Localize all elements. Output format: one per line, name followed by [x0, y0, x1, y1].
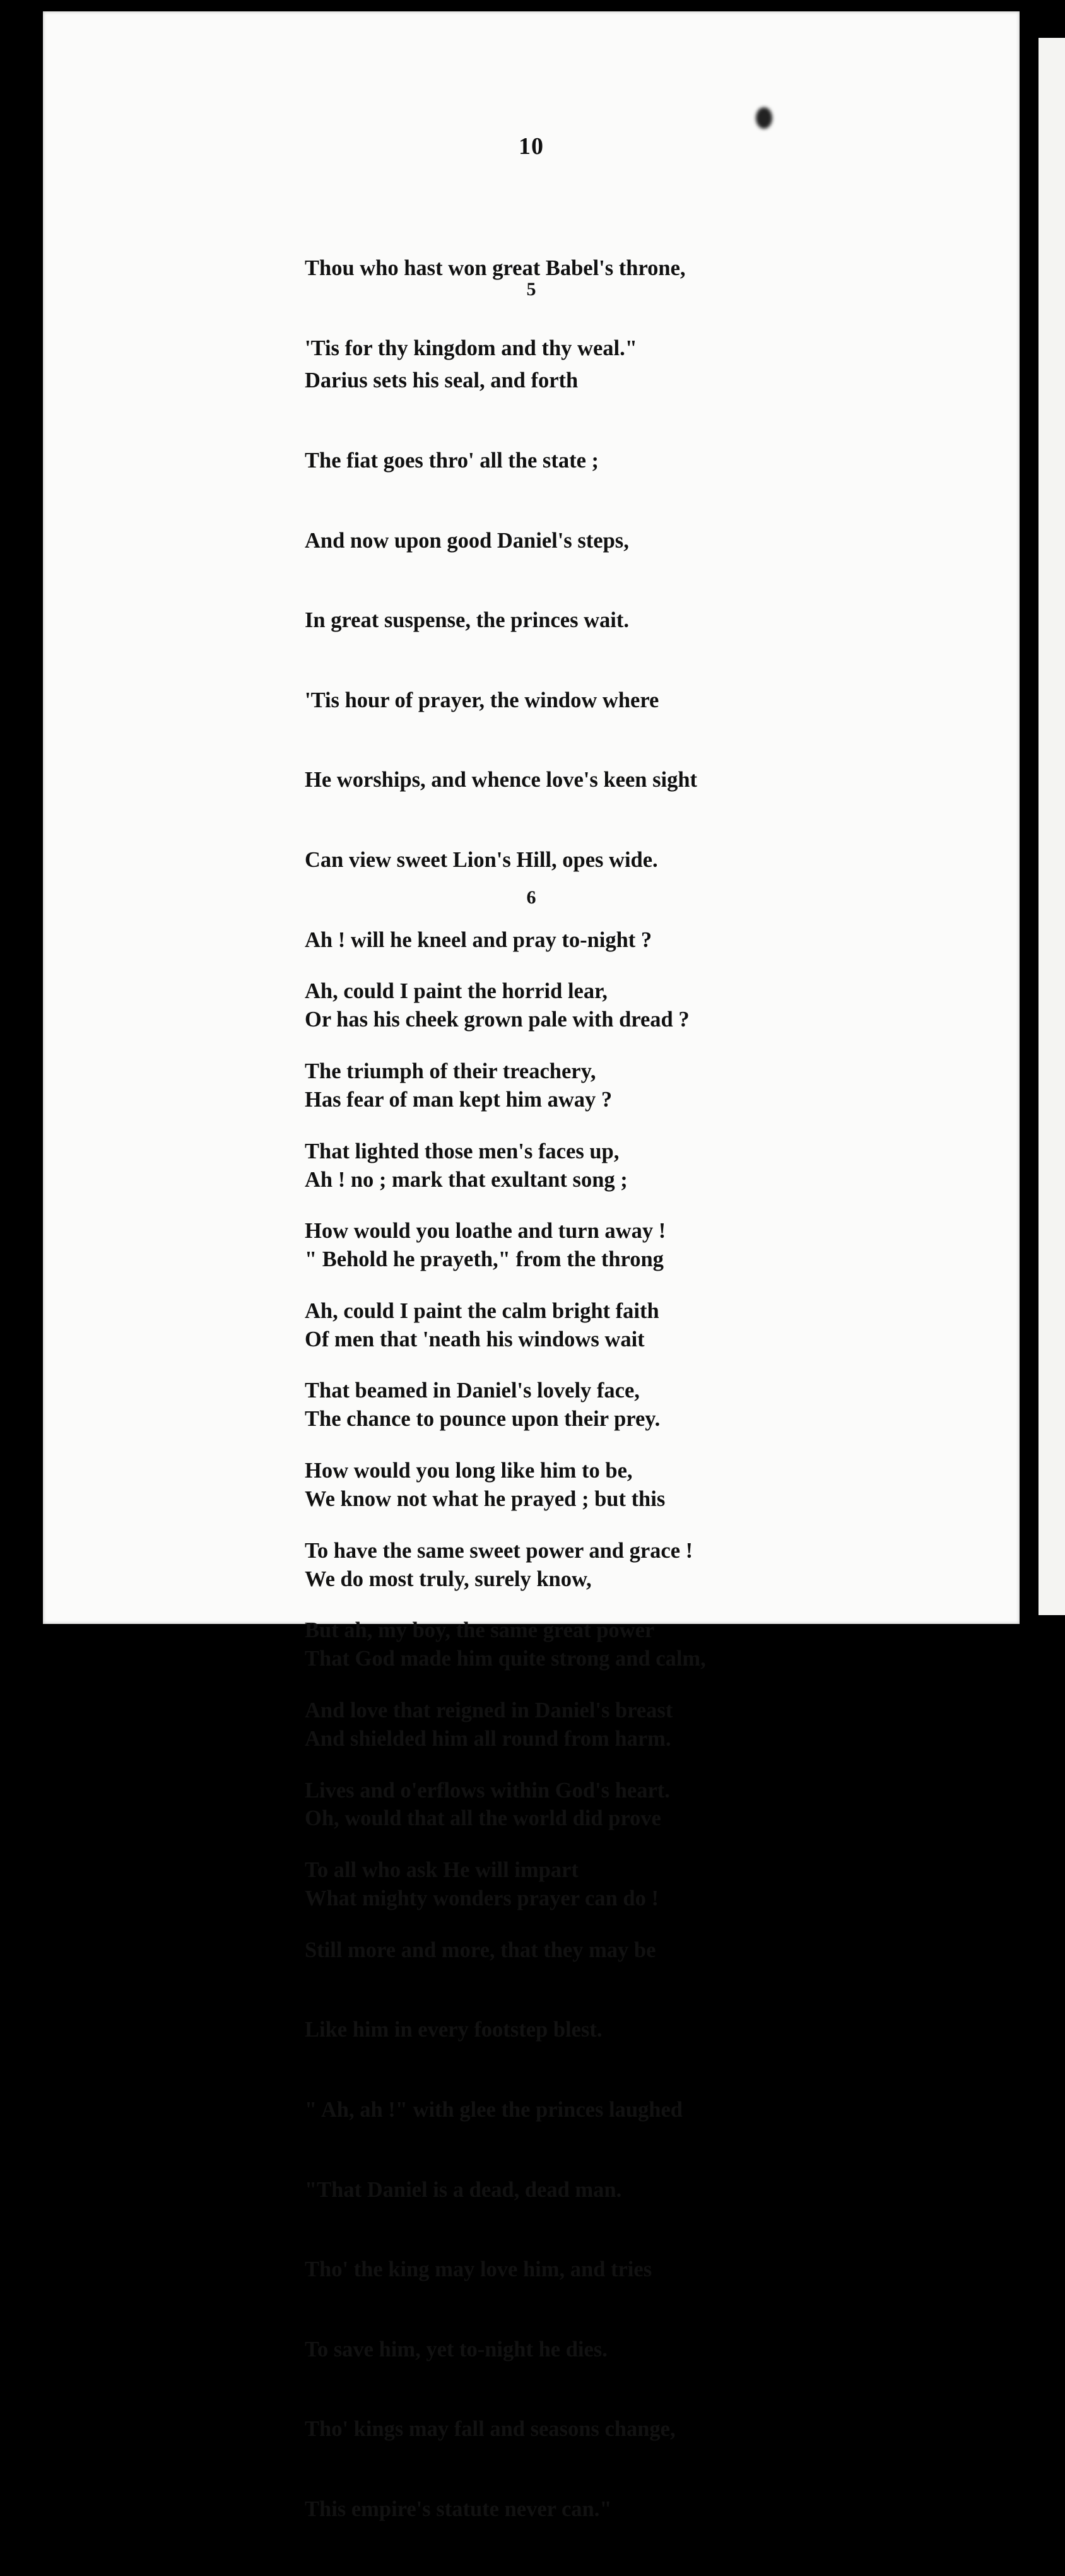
poem-line: That lighted those men's faces up, — [305, 1139, 620, 1163]
poem-line: Ah, could I paint the horrid lear, — [305, 979, 608, 1004]
book-page — [43, 11, 1020, 2521]
poem-line: To all who ask He will impart — [305, 1858, 579, 1883]
poem-line: Or has his cheek grown pale with dread ? — [305, 1008, 690, 1032]
poem-line: This empire's statute never can." — [305, 2497, 612, 2521]
poem-line: "That Daniel is a dead, dead man. — [305, 2177, 622, 2202]
poem-line: How would you long like him to be, — [305, 1459, 633, 1483]
poem-line: Of men that 'neath his windows wait — [305, 1327, 645, 1351]
poem-line: Ah, could I paint the calm bright faith — [305, 1298, 659, 1323]
poem-line: Can view sweet Lion's Hill, opes wide. — [305, 848, 658, 873]
poem-line: Tho' the king may love him, and tries — [305, 2257, 652, 2282]
poem-line: Has fear of man kept him away ? — [305, 1087, 613, 1112]
poem-line: He worships, and whence love's keen sight — [305, 768, 698, 792]
poem-line: Still more and more, that they may be — [305, 1938, 656, 1962]
poem-line: That beamed in Daniel's lovely face, — [305, 1379, 640, 1403]
poem-line: 'Tis for thy kingdom and thy weal." — [305, 336, 637, 361]
poem-line: And shielded him all round from harm. — [305, 1726, 671, 1751]
poem-line: " Ah, ah !" with glee the princes laughed — [305, 2097, 683, 2122]
poem-line: Like him in every footstep blest. — [305, 2018, 603, 2042]
poem-line: To have the same sweet power and grace ! — [305, 1538, 693, 1563]
poem-line: 'Tis hour of prayer, the window where — [305, 688, 659, 712]
poem-line: Thou who hast won great Babel's throne, — [305, 256, 686, 281]
poem-line: Ah ! will he kneel and pray to-night ? — [305, 927, 652, 952]
ink-blot — [756, 107, 772, 129]
poem-line: We know not what he prayed ; but this — [305, 1486, 666, 1511]
poem-line: Tho' kings may fall and seasons change, — [305, 2417, 676, 2442]
poem-line: The fiat goes thro' all the state ; — [305, 449, 599, 473]
poem-line: We do most truly, surely know, — [305, 1567, 592, 1591]
poem-line: And love that reigned in Daniel's breast — [305, 1698, 673, 1722]
poem-line: The triumph of their treachery, — [305, 1059, 596, 1084]
stanza-6 — [305, 925, 693, 2576]
poem-line: Oh, would that all the world did prove — [305, 1806, 661, 1831]
poem-line: That God made him quite strong and calm, — [305, 1647, 706, 1671]
poem-line: And now upon good Daniel's steps, — [305, 528, 629, 553]
poem-line: Lives and o'erflows within God's heart. — [305, 1778, 670, 1803]
poem-line: Darius sets his seal, and forth — [305, 368, 579, 393]
poem-line: In great suspense, the princes wait. — [305, 608, 629, 633]
page-number: 10 — [519, 133, 544, 160]
poem-line: Ah ! no ; mark that exultant song ; — [305, 1167, 628, 1192]
stanza-number: 5 — [526, 279, 536, 300]
poem-line: The chance to pounce upon their prey. — [305, 1407, 661, 1432]
poem-line: How would you loathe and turn away ! — [305, 1219, 666, 1244]
poem-line: But ah, my boy, the same great power — [305, 1618, 655, 1643]
stanza-number: 6 — [526, 887, 536, 908]
poem-line: " Behold he prayeth," from the throng — [305, 1247, 664, 1272]
adjacent-page-edge — [1039, 38, 1065, 1615]
poem-line: To save him, yet to-night he dies. — [305, 2337, 608, 2361]
poem-line: What mighty wonders prayer can do ! — [305, 1886, 659, 1910]
